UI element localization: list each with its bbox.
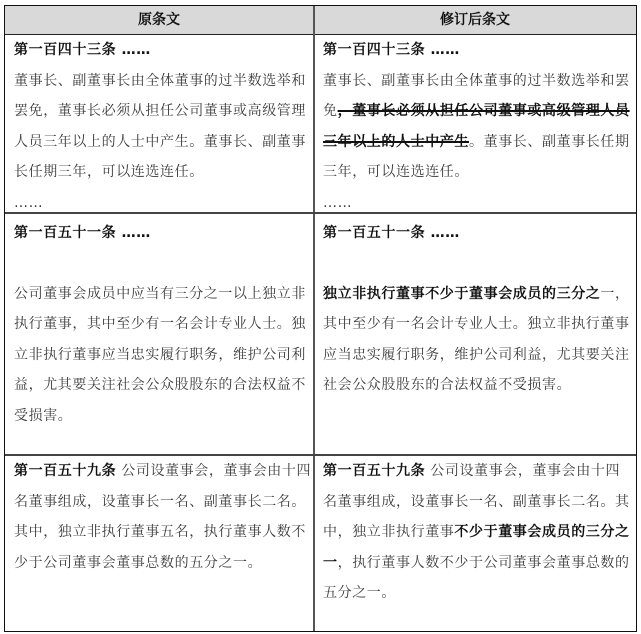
row-3-revised <box>323 456 634 609</box>
article-title: 第一百五十一条 …… <box>14 225 151 241</box>
article-title: 第一百五十九条 <box>323 463 426 479</box>
article-title: 第一百四十三条 …… <box>14 42 151 58</box>
header-revised: 修订后条文 <box>440 12 510 28</box>
article-title: 第一百四十三条 …… <box>323 42 460 58</box>
added-text: 独立非执行董事不少于董事会成员的三分之 <box>323 285 601 302</box>
article-comparison-table <box>4 5 637 632</box>
article-body: 公司设董事会，董事会由十四名董事组成，设董事长一名、副董事长二名。其中，独立非执行董事 <box>323 463 630 540</box>
article-body-cont: 。董事长、副董事长任期三年，可以连选连任。 <box>323 133 630 180</box>
row-2-original <box>14 218 312 431</box>
table-header <box>5 6 636 35</box>
article-body: 公司董事会成员中应当有三分之一以上独立非执行董事，其中至少有一名会计专业人士。独立非执行董事应当忠实履行职务，维护公司利益，尤其要关注社会公众股股东的合法权益不受损害。 <box>14 285 306 424</box>
row-2-revised <box>323 218 634 401</box>
article-title: 第一百五十一条 …… <box>323 225 460 241</box>
row-1-original <box>14 35 312 218</box>
column-divider <box>313 6 315 631</box>
ellipsis: …… <box>323 194 353 211</box>
ellipsis: …… <box>14 194 44 211</box>
article-body: 董事长、副董事长由全体董事的过半数选举和罢免 <box>323 72 630 119</box>
article-body-cont: ，执行董事人数不少于公司董事会董事总数的五分之一。 <box>323 554 630 601</box>
deleted-text: ，董事长必须从担任公司董事或高级管理人员三年以上的人士中产生 <box>323 103 630 150</box>
article-title: 第一百五十九条 <box>14 463 117 479</box>
article-body: 董事长、副董事长由全体董事的过半数选举和罢免，董事长必须从担任公司董事或高级管理人员三年以上的人士中产生。董事长、副董事长任期三年，可以连选连任。 <box>14 72 306 180</box>
article-body: 公司设董事会，董事会由十四名董事组成，设董事长一名、副董事长二名。其中，独立非执行董事五名，执行董事人数不少于公司董事会董事总数的五分之一。 <box>14 463 312 571</box>
row-1-revised <box>323 35 634 218</box>
added-text: 不少于董事会成员的三分之一 <box>323 524 630 571</box>
article-body: 一，其中至少有一名会计专业人士。独立非执行董事应当忠实履行职务，维护公司利益，尤其要关注社会公众股股东的合法权益不受损害。 <box>323 285 630 393</box>
row-3-original <box>14 456 312 578</box>
header-original: 原条文 <box>138 12 180 28</box>
